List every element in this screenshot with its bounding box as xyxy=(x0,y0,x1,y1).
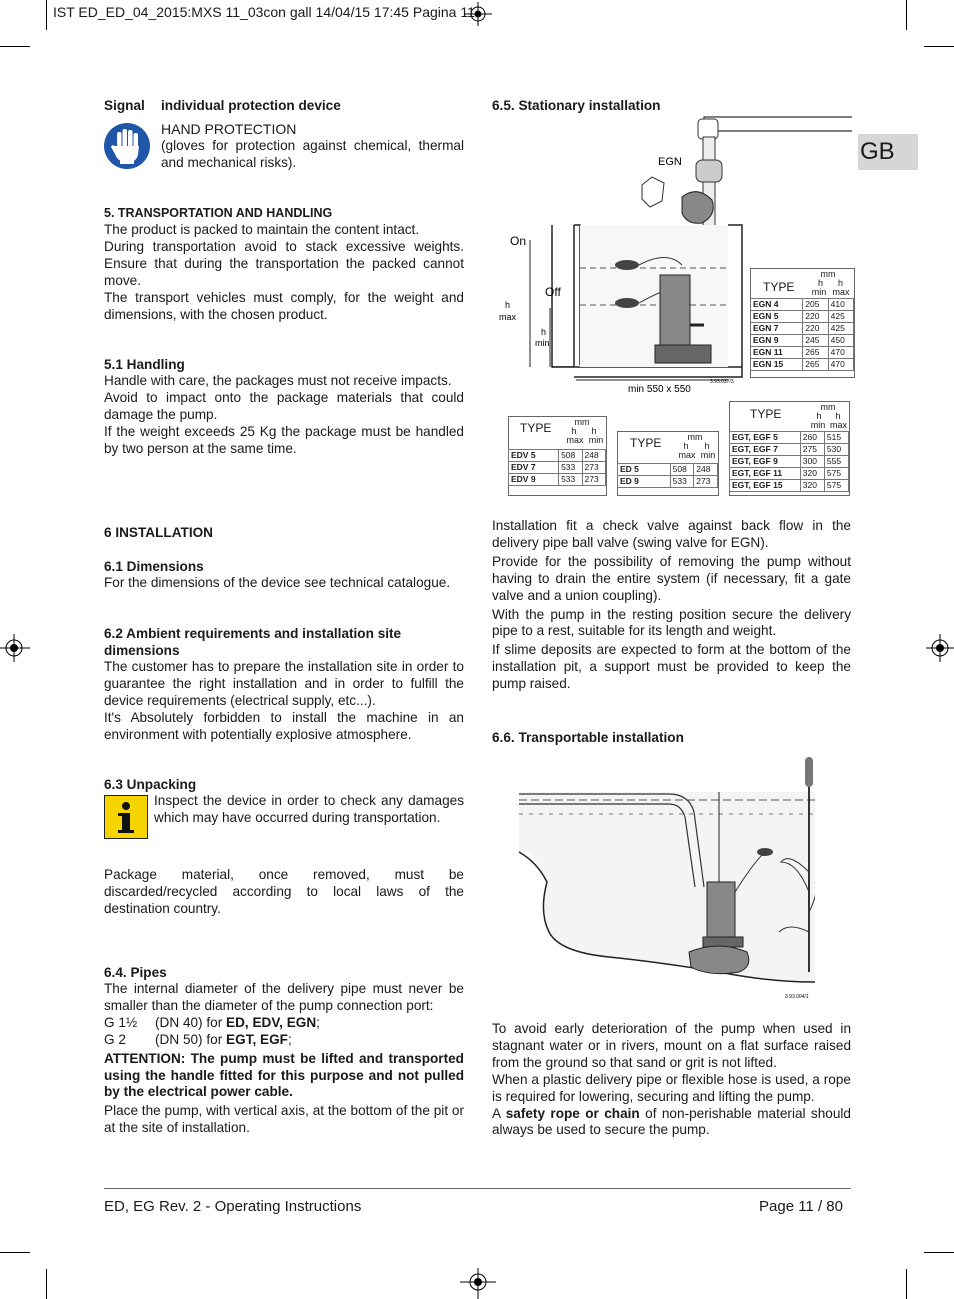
h-max-h: h xyxy=(505,300,511,310)
section-6-3-title: 6.3 Unpacking xyxy=(104,777,197,792)
value-cell: 273 xyxy=(694,476,718,488)
value-cell: 220 xyxy=(803,311,828,323)
hand-protection-text: (gloves for protection against chemical, thermal and mechanical risks). xyxy=(161,137,464,170)
place-text: Place the pump, with vertical axis, at the bottom of the pit or at the site of installation. xyxy=(104,1103,464,1136)
edv-table-rows xyxy=(508,449,606,486)
footer-rule xyxy=(104,1188,851,1189)
table-row xyxy=(618,476,718,488)
value-cell: 410 xyxy=(828,299,853,311)
stationary-text-4: If slime deposits are expected to form at the bottom of the installation pit, a support must be provided to keep the pump raised. xyxy=(492,642,851,692)
section-6-2-title: 6.2 Ambient requirements and installation site dimensions xyxy=(104,626,402,658)
table-row xyxy=(751,323,854,335)
hand-protection-title: HAND PROTECTION xyxy=(161,121,297,137)
pipe-size-2: G 2 (DN 50) for EGT, EGF; xyxy=(104,1031,292,1047)
egt-table: TYPE mm h h min max xyxy=(729,401,850,496)
section-6-2 xyxy=(104,625,464,744)
type-cell: EGT, EGF 11 xyxy=(730,468,801,480)
stationary-text-2: Provide for the possibility of removing the pump without having to drain the entire system (if necessary, fit a gate valve and a union coupling). xyxy=(492,553,851,603)
value-cell: 533 xyxy=(670,476,694,488)
value-cell: 205 xyxy=(803,299,828,311)
value-cell: 470 xyxy=(828,347,853,359)
transportable-text-1: To avoid early deterioration of the pump when used in stagnant water or in rivers, mount on a flat surface raised from the ground so that sand or grit is not lifted. xyxy=(492,1021,851,1070)
value-cell: 273 xyxy=(582,462,605,474)
language-tab: GB xyxy=(858,134,918,170)
section-5-title: 5. TRANSPORTATION AND HANDLING xyxy=(104,206,333,220)
ed-table-rows xyxy=(617,463,718,488)
section-6-6-title: 6.6. Transportable installation xyxy=(492,730,684,745)
value-cell: 220 xyxy=(803,323,828,335)
h-min-h: h xyxy=(541,327,547,337)
attention-text: ATTENTION: The pump must be lifted and transported using the handle fitted for this purpose and not pulled by the electrical power cable. xyxy=(104,1050,464,1100)
section-5-1-text-3: If the weight exceeds 25 Kg the package must be handled by two person at the same time. xyxy=(104,423,464,456)
value-cell: 533 xyxy=(559,474,582,486)
value-cell: 320 xyxy=(800,468,824,480)
type-cell: EDV 5 xyxy=(509,450,559,462)
transportable-installation-diagram xyxy=(519,752,815,1002)
value-cell: 275 xyxy=(800,444,824,456)
on-label: On xyxy=(510,234,527,248)
pipe-size-1: G 1½ (DN 40) for ED, EDV, EGN; xyxy=(104,1014,320,1030)
section-6-1 xyxy=(104,558,464,592)
table-row xyxy=(751,311,854,323)
value-cell: 575 xyxy=(824,468,848,480)
section-5 xyxy=(104,205,464,323)
type-cell: ED 9 xyxy=(618,476,671,488)
info-icon xyxy=(104,795,148,839)
value-cell: 260 xyxy=(800,432,824,444)
print-header: IST ED_ED_04_2015:MXS 11_03con gall 14/04/15 17:45 Pagina 11 xyxy=(53,4,475,20)
table-row xyxy=(751,335,854,347)
value-cell: 425 xyxy=(828,323,853,335)
egn-table-rows xyxy=(750,298,854,371)
table-row xyxy=(751,347,854,359)
value-cell: 245 xyxy=(803,335,828,347)
value-cell: 320 xyxy=(800,480,824,492)
section-6-2-text-1: The customer has to prepare the installation site in order to guarantee the right installation and in order to fulfill the device requirements (electrical supply, etc...). xyxy=(104,659,464,708)
footer-left: ED, EG Rev. 2 - Operating Instructions xyxy=(104,1198,362,1215)
crop-mark-icon xyxy=(924,630,954,670)
section-6-title: 6 INSTALLATION xyxy=(104,525,213,540)
edv-table: TYPE mm h h max min xyxy=(508,416,607,496)
section-6-1-title: 6.1 Dimensions xyxy=(104,559,204,574)
value-cell: 508 xyxy=(559,450,582,462)
section-5-1-text-2: Avoid to impact onto the package materials that could damage the pump. xyxy=(104,389,464,422)
page-number: Page 11 / 80 xyxy=(759,1198,843,1215)
table-row xyxy=(751,359,854,371)
table-row xyxy=(618,464,718,476)
section-6-2-text-2: It's Absolutely forbidden to install the machine in an environment with potentially explosive atmosphere. xyxy=(104,709,464,742)
section-5-1-text-1: Handle with care, the packages must not receive impacts. xyxy=(104,373,452,388)
section-5-1-title: 5.1 Handling xyxy=(104,357,185,372)
type-cell: EGT, EGF 9 xyxy=(730,456,801,468)
value-cell: 515 xyxy=(824,432,848,444)
table-row xyxy=(730,432,849,444)
signal-heading: individual protection device xyxy=(161,98,341,113)
table-row xyxy=(509,474,606,486)
pit-size-label: min 550 x 550 xyxy=(628,384,691,395)
section-6-5-title: 6.5. Stationary installation xyxy=(492,98,661,113)
type-cell: EGN 5 xyxy=(751,311,803,323)
value-cell: 508 xyxy=(670,464,694,476)
type-cell: EDV 9 xyxy=(509,474,559,486)
type-cell: EGN 11 xyxy=(751,347,803,359)
egn-table: TYPE mm h h min max xyxy=(750,268,855,378)
section-6-1-text: For the dimensions of the device see technical catalogue. xyxy=(104,575,451,590)
stationary-text-1: Installation fit a check valve against back flow in the delivery pipe ball valve (swing valve for EGN). xyxy=(492,518,851,550)
value-cell: 265 xyxy=(803,359,828,371)
value-cell: 575 xyxy=(824,480,848,492)
h-max-label: max xyxy=(499,312,517,322)
table-row xyxy=(730,468,849,480)
section-6-3-text-1: Inspect the device in order to check any damages which may have occurred during transportation. xyxy=(154,793,464,825)
section-5-1 xyxy=(104,356,464,458)
transportable-text-3: A safety rope or chain of non-perishable material should always be used to secure the pump. xyxy=(492,1105,851,1138)
type-cell: EGT, EGF 7 xyxy=(730,444,801,456)
ed-table: TYPE mm h h max min xyxy=(617,431,719,496)
section-5-text-3: The transport vehicles must comply, for the weight and dimensions, with the chosen product. xyxy=(104,289,464,322)
value-cell: 555 xyxy=(824,456,848,468)
type-cell: EGN 4 xyxy=(751,299,803,311)
type-cell: EGT, EGF 15 xyxy=(730,480,801,492)
transportable-text-2: When a plastic delivery pipe or flexible hose is used, a rope is required for lowering, securing and lifting the pump. xyxy=(492,1071,851,1104)
river-diagram-code: 3.93.004/1 xyxy=(785,994,809,1000)
value-cell: 530 xyxy=(824,444,848,456)
section-6-3-text-2: Package material, once removed, must be discarded/recycled according to local laws of the destination country. xyxy=(104,867,464,916)
type-cell: EGT, EGF 5 xyxy=(730,432,801,444)
type-cell: EGN 15 xyxy=(751,359,803,371)
value-cell: 248 xyxy=(582,450,605,462)
table-row xyxy=(730,444,849,456)
section-6-4 xyxy=(104,964,464,1137)
table-row xyxy=(509,462,606,474)
value-cell: 450 xyxy=(828,335,853,347)
type-cell: ED 5 xyxy=(618,464,671,476)
value-cell: 533 xyxy=(559,462,582,474)
crop-mark-icon xyxy=(0,630,40,670)
off-label: Off xyxy=(545,285,561,299)
value-cell: 248 xyxy=(694,464,718,476)
type-cell: EDV 7 xyxy=(509,462,559,474)
section-5-text-1: The product is packed to maintain the content intact. xyxy=(104,222,420,237)
diagram-code: 3.93.037/3 xyxy=(710,379,734,385)
table-row xyxy=(509,450,606,462)
stationary-text-3: With the pump in the resting position secure the delivery pipe to a rest, suitable for its length and weight. xyxy=(492,606,851,639)
type-cell: EGN 9 xyxy=(751,335,803,347)
egn-label: EGN xyxy=(658,156,682,168)
crop-mark-icon xyxy=(456,1266,500,1299)
table-row xyxy=(730,456,849,468)
value-cell: 273 xyxy=(582,474,605,486)
section-6-4-text: The internal diameter of the delivery pipe must never be smaller than the diameter of the pump connection port: xyxy=(104,981,464,1013)
section-6-4-title: 6.4. Pipes xyxy=(104,965,167,980)
h-min-label: min xyxy=(535,338,550,348)
value-cell: 265 xyxy=(803,347,828,359)
transportable-text xyxy=(492,1021,851,1139)
table-row xyxy=(751,299,854,311)
value-cell: 425 xyxy=(828,311,853,323)
type-cell: EGN 7 xyxy=(751,323,803,335)
egt-table-rows xyxy=(729,431,849,492)
section-5-text-2: During transportation avoid to stack excessive weights. Ensure that during the transportation the packed cannot move. xyxy=(104,238,464,288)
table-row xyxy=(730,480,849,492)
value-cell: 300 xyxy=(800,456,824,468)
signal-label: Signal xyxy=(104,98,145,113)
stationary-text xyxy=(492,518,851,693)
glove-icon xyxy=(103,122,151,170)
value-cell: 470 xyxy=(828,359,853,371)
